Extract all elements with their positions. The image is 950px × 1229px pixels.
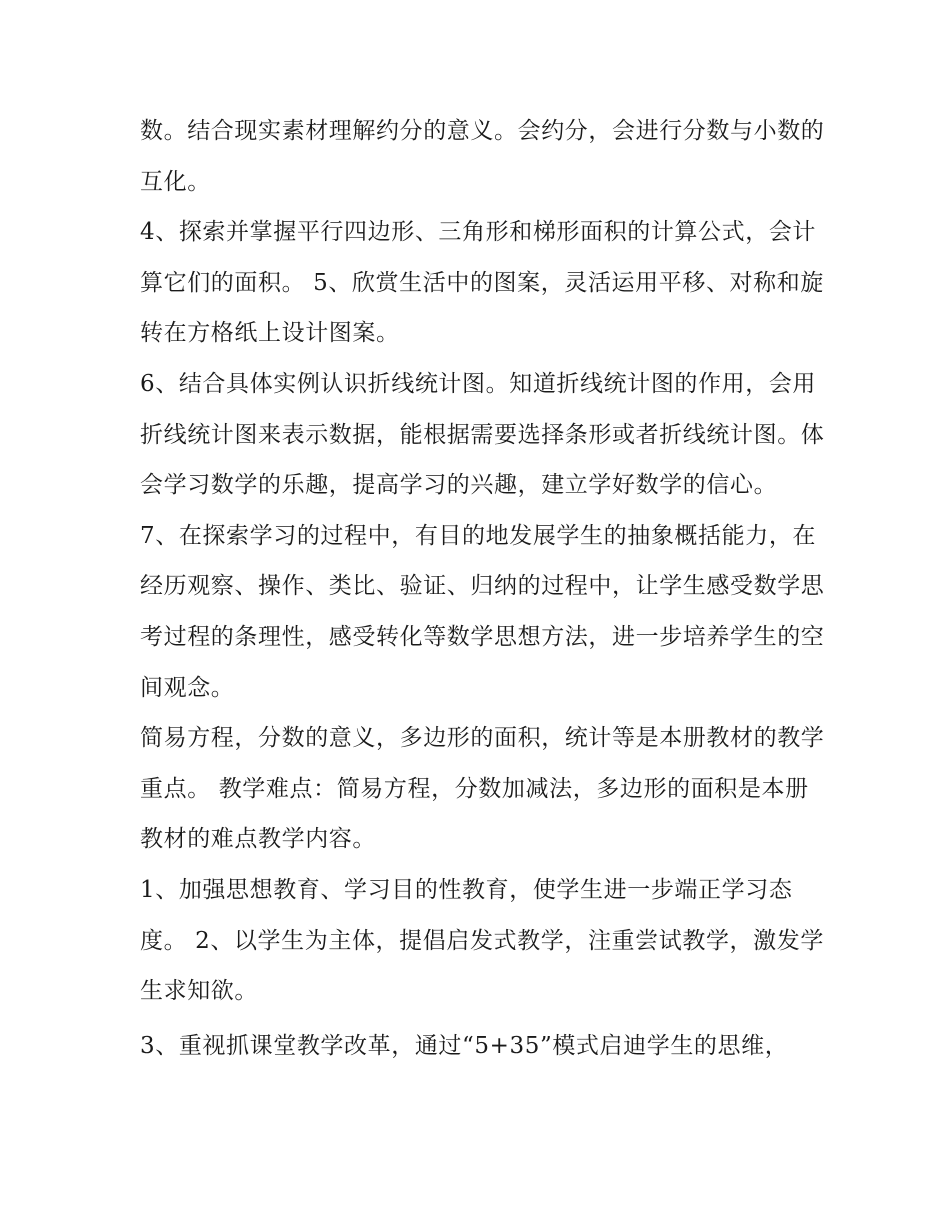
document-body xyxy=(140,106,830,1071)
paragraph-line-chart: 6、结合具体实例认识折线统计图。知道折线统计图的作用，会用折线统计图来表示数据，能根据需要选择条形或者折线统计图。体会学习数学的乐趣，提高学习的兴趣，建立学好数学的信心。 xyxy=(140,370,825,499)
paragraph-abstraction-ability: 7、在探索学习的过程中，有目的地发展学生的抽象概括能力，在经历观察、操作、类比、验证、归纳的过程中，让学生感受数学思考过程的条理性，感受转化等数学思想方法，进一步培养学生的空间观念。 xyxy=(140,522,825,701)
paragraph-teaching-measures: 1、加强思想教育、学习目的性教育，使学生进一步端正学习态度。 2、以学生为主体，提倡启发式教学，注重尝试教学，激发学生求知欲。 xyxy=(140,876,824,1005)
paragraph-classroom-reform: 3、重视抓课堂教学改革，通过“5+35”模式启迪学生的思维， xyxy=(140,1032,789,1059)
paragraph-key-and-difficult-points: 简易方程，分数的意义，多边形的面积，统计等是本册教材的教学重点。 教学难点：简易方程，分数加减法，多边形的面积是本册教材的难点教学内容。 xyxy=(140,725,825,853)
paragraph-area-formulas: 4、探索并掌握平行四边形、三角形和梯形面积的计算公式，会计算它们的面积。 5、欣赏生活中的图案，灵活运用平移、对称和旋转在方格纸上设计图案。 xyxy=(140,219,824,347)
paragraph-fraction-simplification: 数。结合现实素材理解约分的意义。会约分，会进行分数与小数的互化。 xyxy=(140,118,825,195)
